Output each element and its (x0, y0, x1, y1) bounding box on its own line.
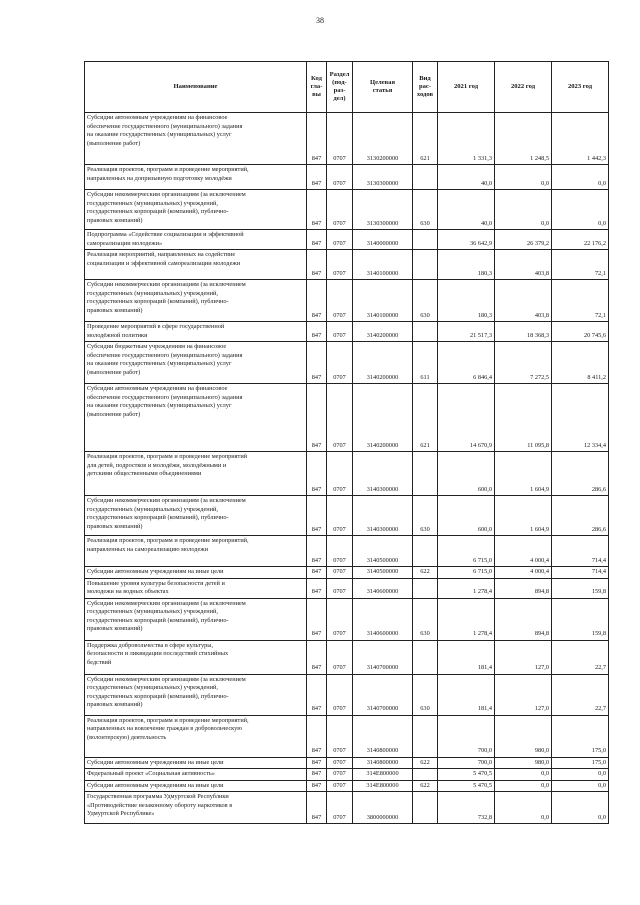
table-row (85, 280, 609, 322)
cell-section: 0707 (327, 792, 353, 824)
header-target: Целевая статья (353, 62, 413, 113)
cell-expense-type: 621 (413, 384, 438, 452)
cell-name: Субсидии некоммерческим организациям (за исключением государственных (муниципальных) учреждений, государственных корпораций (компаний), публично- правовых компаний) (85, 674, 307, 715)
cell-name: Субсидии некоммерческим организациям (за исключением государственных (муниципальных) учреждений, государственных корпораций (компаний), публично- правовых компаний) (85, 190, 307, 230)
cell-2023: 72,1 (552, 280, 609, 322)
cell-2022: 894,8 (495, 578, 552, 598)
cell-target: 3140300000 (353, 452, 413, 496)
cell-2023: 286,6 (552, 452, 609, 496)
cell-name: Субсидии автономным учреждениям на иные цели (85, 757, 307, 769)
cell-2021: 6 846,4 (438, 342, 495, 384)
cell-section: 0707 (327, 536, 353, 567)
cell-2023: 175,0 (552, 757, 609, 769)
table-row (85, 384, 609, 452)
cell-section: 0707 (327, 578, 353, 598)
cell-target: 3140700000 (353, 674, 413, 715)
cell-name: Проведение мероприятий в сфере государственной молодёжной политики (85, 322, 307, 342)
cell-name: Реализация проектов, программ и проведение мероприятий для детей, подростков и молодёжи, молодёжными и детскими общественными объединениями (85, 452, 307, 496)
cell-code: 847 (307, 342, 327, 384)
table-row (85, 496, 609, 536)
cell-code: 847 (307, 452, 327, 496)
cell-name: Реализация мероприятий, направленных на содействие социализации и эффективной самореализации молодежи (85, 250, 307, 280)
table-row (85, 674, 609, 715)
cell-code: 847 (307, 250, 327, 280)
cell-2022: 980,0 (495, 715, 552, 757)
cell-code: 847 (307, 780, 327, 792)
cell-2023: 22,7 (552, 640, 609, 674)
cell-2021: 1 278,4 (438, 598, 495, 640)
cell-section: 0707 (327, 757, 353, 769)
cell-code: 847 (307, 757, 327, 769)
cell-section: 0707 (327, 780, 353, 792)
table-row (85, 598, 609, 640)
cell-2021: 181,4 (438, 674, 495, 715)
table-row (85, 322, 609, 342)
cell-2023: 22 176,2 (552, 230, 609, 250)
cell-name: Реализация проектов, программ и проведение мероприятий, направленных на вовлечение граждан в добровольческую (волонтерскую) деятельность (85, 715, 307, 757)
cell-expense-type (413, 792, 438, 824)
cell-2021: 6 715,0 (438, 567, 495, 579)
cell-code: 847 (307, 496, 327, 536)
cell-target: 3140500000 (353, 567, 413, 579)
header-2021: 2021 год (438, 62, 495, 113)
cell-2022: 0,0 (495, 769, 552, 781)
cell-section: 0707 (327, 769, 353, 781)
cell-target: 3140200000 (353, 384, 413, 452)
cell-expense-type (413, 230, 438, 250)
cell-2022: 11 095,8 (495, 384, 552, 452)
cell-2022: 0,0 (495, 780, 552, 792)
cell-target: 3140800000 (353, 757, 413, 769)
cell-expense-type: 611 (413, 342, 438, 384)
cell-2023: 0,0 (552, 165, 609, 190)
cell-2021: 40,0 (438, 190, 495, 230)
cell-2022: 0,0 (495, 190, 552, 230)
cell-name: Реализация проектов, программ и проведение мероприятий, направленных на допризывную подготовку молодёжи (85, 165, 307, 190)
cell-2023: 175,0 (552, 715, 609, 757)
cell-code: 847 (307, 792, 327, 824)
table-row (85, 250, 609, 280)
cell-target: 3140700000 (353, 640, 413, 674)
cell-target: 3140600000 (353, 578, 413, 598)
cell-2022: 18 368,3 (495, 322, 552, 342)
cell-name: Повышение уровня культуры безопасности детей и молодежи на водных объектах (85, 578, 307, 598)
cell-expense-type: 622 (413, 567, 438, 579)
cell-section: 0707 (327, 567, 353, 579)
table-row (85, 190, 609, 230)
cell-section: 0707 (327, 496, 353, 536)
cell-2021: 40,0 (438, 165, 495, 190)
table-row (85, 757, 609, 769)
cell-2023: 12 334,4 (552, 384, 609, 452)
cell-target: 3800000000 (353, 792, 413, 824)
cell-2022: 7 272,5 (495, 342, 552, 384)
table-row (85, 780, 609, 792)
cell-code: 847 (307, 536, 327, 567)
cell-target: 3140000000 (353, 230, 413, 250)
header-row (85, 62, 609, 113)
cell-code: 847 (307, 715, 327, 757)
cell-2023: 0,0 (552, 780, 609, 792)
cell-target: 3140600000 (353, 598, 413, 640)
table-row (85, 792, 609, 824)
cell-target: 3140100000 (353, 250, 413, 280)
cell-expense-type: 622 (413, 780, 438, 792)
cell-2021: 36 642,9 (438, 230, 495, 250)
cell-code: 847 (307, 113, 327, 165)
table-row (85, 715, 609, 757)
cell-expense-type: 630 (413, 598, 438, 640)
cell-code: 847 (307, 322, 327, 342)
cell-expense-type: 622 (413, 757, 438, 769)
cell-2021: 180,3 (438, 250, 495, 280)
cell-section: 0707 (327, 452, 353, 496)
cell-section: 0707 (327, 674, 353, 715)
cell-2022: 4 000,4 (495, 567, 552, 579)
table-row (85, 769, 609, 781)
cell-2021: 700,0 (438, 757, 495, 769)
cell-target: 3140500000 (353, 536, 413, 567)
cell-target: 3130300000 (353, 190, 413, 230)
cell-code: 847 (307, 384, 327, 452)
table-row (85, 640, 609, 674)
cell-target: 3140200000 (353, 342, 413, 384)
cell-2022: 980,0 (495, 757, 552, 769)
cell-section: 0707 (327, 165, 353, 190)
cell-expense-type: 630 (413, 280, 438, 322)
table-row (85, 230, 609, 250)
cell-2023: 8 411,2 (552, 342, 609, 384)
cell-2023: 0,0 (552, 769, 609, 781)
cell-name: Субсидии некоммерческим организациям (за исключением государственных (муниципальных) учреждений, государственных корпораций (компаний), публично- правовых компаний) (85, 496, 307, 536)
cell-target: 3140800000 (353, 715, 413, 757)
cell-2023: 1 442,3 (552, 113, 609, 165)
cell-code: 847 (307, 567, 327, 579)
cell-code: 847 (307, 769, 327, 781)
cell-2023: 286,6 (552, 496, 609, 536)
cell-2022: 0,0 (495, 792, 552, 824)
cell-name: Субсидии автономным учреждениям на финансовое обеспечение государственного (муниципального) задания на оказание государственных (муниципальных) услуг (выполнение работ) (85, 113, 307, 165)
cell-2022: 0,0 (495, 165, 552, 190)
cell-target: 314E800000 (353, 780, 413, 792)
cell-2021: 600,0 (438, 496, 495, 536)
table-row (85, 567, 609, 579)
cell-section: 0707 (327, 715, 353, 757)
cell-2021: 5 470,5 (438, 769, 495, 781)
header-2023: 2023 год (552, 62, 609, 113)
cell-section: 0707 (327, 230, 353, 250)
table-header (85, 62, 609, 113)
cell-2021: 21 517,3 (438, 322, 495, 342)
cell-section: 0707 (327, 640, 353, 674)
cell-2022: 1 248,5 (495, 113, 552, 165)
cell-2023: 714,4 (552, 536, 609, 567)
cell-name: Поддержка добровольчества в сфере культуры, безопасности и ликвидации последствий стихийных бедствий (85, 640, 307, 674)
header-2022: 2022 год (495, 62, 552, 113)
table-body (85, 113, 609, 824)
cell-2021: 600,0 (438, 452, 495, 496)
cell-2021: 6 715,0 (438, 536, 495, 567)
cell-section: 0707 (327, 280, 353, 322)
cell-expense-type (413, 769, 438, 781)
cell-code: 847 (307, 640, 327, 674)
cell-2022: 127,0 (495, 674, 552, 715)
table-row (85, 578, 609, 598)
cell-2021: 5 470,5 (438, 780, 495, 792)
cell-2021: 1 278,4 (438, 578, 495, 598)
cell-2021: 181,4 (438, 640, 495, 674)
cell-expense-type (413, 578, 438, 598)
table-row (85, 113, 609, 165)
cell-2021: 1 331,3 (438, 113, 495, 165)
cell-2023: 22,7 (552, 674, 609, 715)
cell-name: Субсидии некоммерческим организациям (за исключением государственных (муниципальных) учреждений, государственных корпораций (компаний), публично- правовых компаний) (85, 598, 307, 640)
cell-expense-type (413, 640, 438, 674)
cell-expense-type (413, 452, 438, 496)
cell-target: 314E800000 (353, 769, 413, 781)
cell-expense-type (413, 715, 438, 757)
cell-2023: 0,0 (552, 792, 609, 824)
cell-code: 847 (307, 598, 327, 640)
cell-code: 847 (307, 280, 327, 322)
cell-2021: 700,0 (438, 715, 495, 757)
cell-section: 0707 (327, 598, 353, 640)
header-code: Код гла- вы (307, 62, 327, 113)
cell-name: Реализация проектов, программ и проведение мероприятий, направленных на самореализацию молодежи (85, 536, 307, 567)
cell-target: 3140200000 (353, 322, 413, 342)
cell-2021: 732,8 (438, 792, 495, 824)
cell-2022: 403,8 (495, 250, 552, 280)
cell-2023: 0,0 (552, 190, 609, 230)
cell-section: 0707 (327, 250, 353, 280)
header-expense-type: Вид рас- ходов (413, 62, 438, 113)
cell-name: Субсидии некоммерческим организациям (за исключением государственных (муниципальных) учреждений, государственных корпораций (компаний), публично- правовых компаний) (85, 280, 307, 322)
cell-2023: 159,8 (552, 578, 609, 598)
cell-expense-type (413, 322, 438, 342)
cell-name: Субсидии бюджетным учреждениям на финансовое обеспечение государственного (муниципального) задания на оказание государственных (муниципальных) услуг (выполнение работ) (85, 342, 307, 384)
cell-expense-type (413, 165, 438, 190)
cell-code: 847 (307, 165, 327, 190)
cell-target: 3140100000 (353, 280, 413, 322)
cell-2022: 1 604,9 (495, 452, 552, 496)
cell-code: 847 (307, 190, 327, 230)
table-row (85, 536, 609, 567)
cell-section: 0707 (327, 113, 353, 165)
cell-name: Субсидии автономным учреждениям на иные цели (85, 567, 307, 579)
table-row (85, 452, 609, 496)
cell-code: 847 (307, 230, 327, 250)
cell-target: 3140300000 (353, 496, 413, 536)
cell-code: 847 (307, 578, 327, 598)
cell-section: 0707 (327, 322, 353, 342)
cell-expense-type: 621 (413, 113, 438, 165)
cell-2022: 26 379,2 (495, 230, 552, 250)
budget-table (84, 61, 609, 824)
cell-2023: 20 745,6 (552, 322, 609, 342)
cell-2023: 72,1 (552, 250, 609, 280)
cell-section: 0707 (327, 190, 353, 230)
cell-name: Субсидии автономным учреждениям на иные цели (85, 780, 307, 792)
cell-target: 3130300000 (353, 165, 413, 190)
cell-expense-type (413, 250, 438, 280)
cell-target: 3130200000 (353, 113, 413, 165)
cell-2021: 14 670,9 (438, 384, 495, 452)
cell-expense-type: 630 (413, 496, 438, 536)
cell-code: 847 (307, 674, 327, 715)
cell-expense-type (413, 536, 438, 567)
table-row (85, 165, 609, 190)
cell-name: Субсидии автономным учреждениям на финансовое обеспечение государственного (муниципального) задания на оказание государственных (муниципальных) услуг (выполнение работ) (85, 384, 307, 452)
cell-section: 0707 (327, 342, 353, 384)
cell-2022: 403,8 (495, 280, 552, 322)
header-section: Раздел (под- раз- дел) (327, 62, 353, 113)
cell-name: Подпрограмма «Содействие социализации и эффективной самореализации молодежи» (85, 230, 307, 250)
cell-section: 0707 (327, 384, 353, 452)
cell-2023: 159,8 (552, 598, 609, 640)
cell-name: Государственная программа Удмуртской Республики «Противодействие незаконному обороту наркотиков в Удмуртской Республике» (85, 792, 307, 824)
cell-expense-type: 630 (413, 190, 438, 230)
cell-2022: 127,0 (495, 640, 552, 674)
table-row (85, 342, 609, 384)
cell-2022: 4 000,4 (495, 536, 552, 567)
cell-name: Федеральный проект «Социальная активность» (85, 769, 307, 781)
cell-2023: 714,4 (552, 567, 609, 579)
page-number: 38 (316, 16, 324, 25)
cell-expense-type: 630 (413, 674, 438, 715)
header-name: Наименование (85, 62, 307, 113)
cell-2022: 1 604,9 (495, 496, 552, 536)
cell-2022: 894,8 (495, 598, 552, 640)
cell-2021: 180,3 (438, 280, 495, 322)
